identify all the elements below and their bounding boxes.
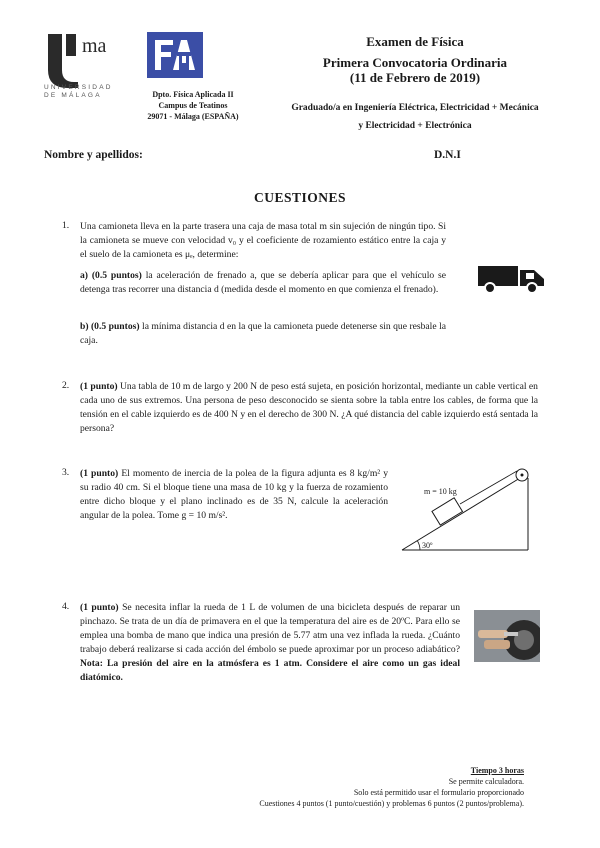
q1a: a) (0.5 puntos) la aceleración de frenado a, que se debería aplicar para que el vehículo se detenga tras recorrer una distancia d (medida desde el momento en que comienza el frenado). [80, 270, 447, 295]
q3-text: (1 punto) El momento de inercia de la polea de la figura adjunta es 8 kg/m² y su radio 40 cm. Si el bloque tiene una masa de 10 kg y la fuerza de rozamiento entre dicho bloque y el plano inclinado es de 35 N, calcule la aceleración angular de la polea. Tome g = 10 m/s². [80, 468, 389, 521]
exam-title: Examen de Física [366, 34, 464, 49]
uma-letters: ma [82, 35, 107, 57]
name-label: Nombre y apellidos: [44, 149, 143, 161]
uma-caption: UNIVERSIDAD DE MÁLAGA [44, 84, 113, 99]
exam-call: Primera Convocatoria Ordinaria (11 de Febrero de 2019) [322, 55, 508, 85]
truck-icon [476, 264, 548, 294]
dni-label: D.N.I [434, 149, 461, 161]
q1-text: Una camioneta lleva en la parte trasera una caja de masa total m sin sujeción de ningún tipo. Si la camioneta se mueve con velocidad v₀ y el coeficiente de rozamiento estático entre la caja y el suelo de la camioneta es μₑ, determine: [80, 221, 446, 260]
q1b: b) (0.5 puntos) la mínima distancia d en la que la camioneta puede detenerse sin que resbale la caja. [80, 321, 446, 346]
block [432, 498, 463, 525]
bicycle-pump-photo [474, 610, 540, 662]
q3-number: 3. [62, 467, 70, 478]
q1-number: 1. [62, 220, 70, 231]
mass-label: m = 10 kg [424, 487, 457, 496]
q4-text: (1 punto) Se necesita inflar la rueda de 1 L de volumen de una bicicleta después de reparar un pinchazo. Se trata de un día de primavera en el que la temperatura del aire es de 20ºC. Para ello se emplea una bomba de mano que indica una presión de 5.77 atm una vez inflada la rueda. ¿Cuánto trabajo deberá realizarse si cada acción del émbolo se puede aproximar por un proceso adiabático? Nota: La presión del aire en la atmósfera es 1 atm. Considere el aire como un gas ideal diatómico. [80, 602, 460, 683]
section-title: CUESTIONES [253, 190, 347, 205]
q2-number: 2. [62, 380, 70, 391]
q4-number: 4. [62, 601, 70, 612]
angle-label: 30º [422, 541, 433, 550]
incline-figure [398, 462, 538, 556]
dept-address: Dpto. Física Aplicada II Campus de Teatinos 29071 - Málaga (ESPAÑA) [147, 90, 239, 121]
footer-notes: Tiempo 3 horas Se permite calculadora. Solo está permitido usar el formulario proporcionado Cuestiones 4 puntos (1 punto/cuestión) y problemas 6 puntos (2 puntos/problema). [259, 766, 524, 808]
dept-logo [147, 32, 203, 78]
degree: Graduado/a en Ingeniería Eléctrica, Electricidad + Mecánica y Electricidad + Electrónica [291, 103, 539, 131]
q2-text: (1 punto) Una tabla de 10 m de largo y 200 N de peso está sujeta, en posición horizontal, mediante un cable vertical en cada uno de sus extremos. Una persona de peso desconocido se sienta sobre la tabla entre los cables, de forma que la tensión en el cable izquierdo es de 400 N y en el derecho de 300 N. ¿A qué distancia del cable izquierdo está sentada la persona? [80, 381, 538, 434]
